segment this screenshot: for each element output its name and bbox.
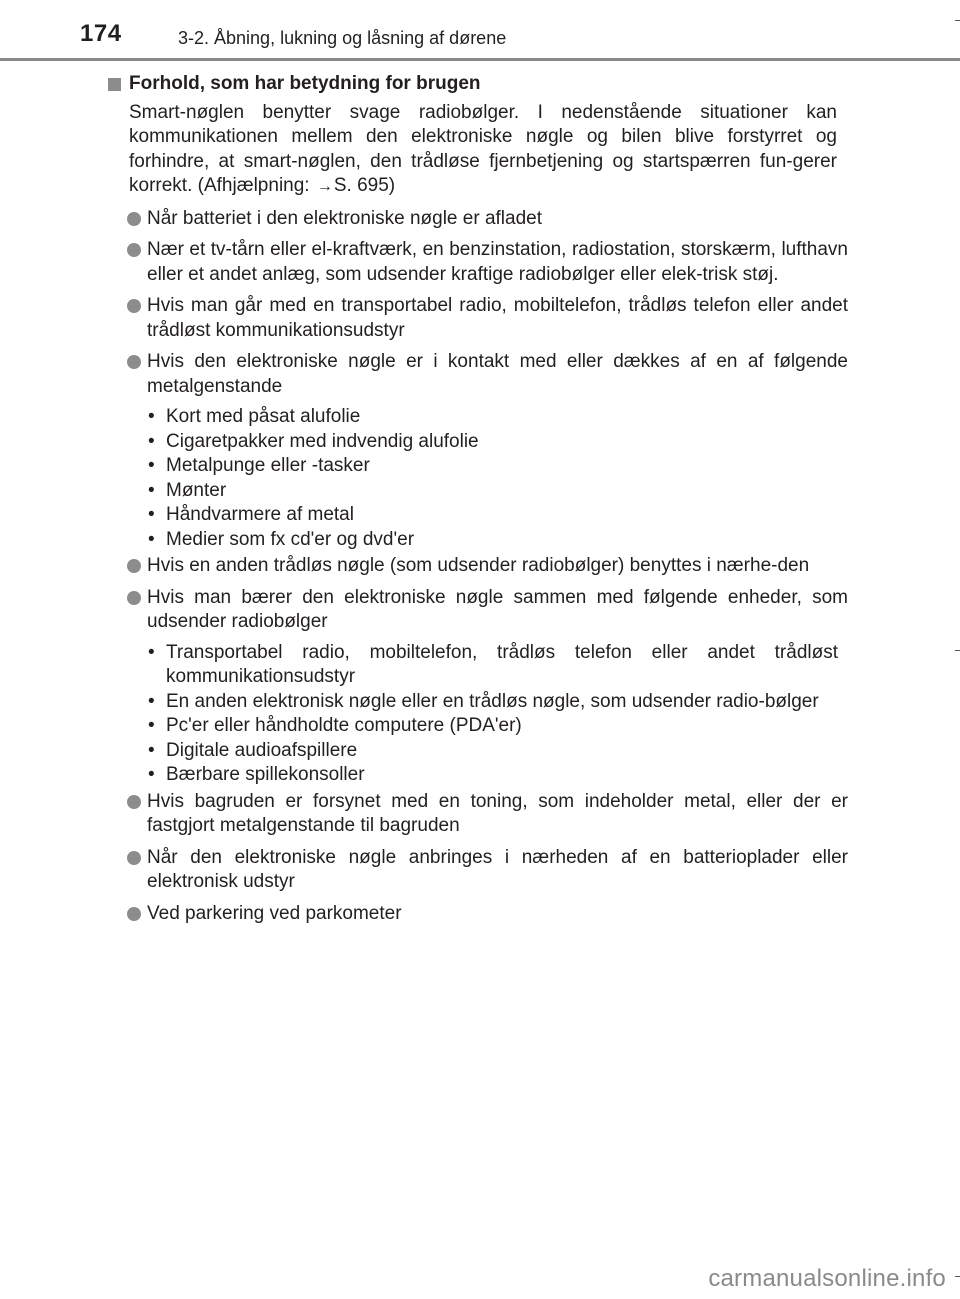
bullet-dot-icon bbox=[127, 851, 141, 865]
bullet-text: Nær et tv-tårn eller el-kraftværk, en benzinstation, radiostation, storskærm, lufthavn eller et andet anlæg, som udsender kraftige radiobølger eller elek-trisk støj. bbox=[147, 239, 848, 285]
sub-list-item bbox=[108, 690, 838, 715]
watermark-text: carmanualsonline.info bbox=[708, 1265, 946, 1292]
bullet-dot-icon bbox=[127, 212, 141, 226]
small-bullet-icon: • bbox=[148, 764, 155, 785]
sub-list-item bbox=[108, 739, 838, 764]
bullet-item bbox=[108, 902, 848, 927]
small-bullet-icon: • bbox=[148, 504, 155, 525]
sub-item-text: En anden elektronisk nøgle eller en trådløs nøgle, som udsender radio-bølger bbox=[166, 690, 819, 712]
bullet-text: Ved parkering ved parkometer bbox=[147, 902, 402, 924]
square-icon bbox=[108, 78, 121, 91]
bullet-item bbox=[108, 294, 848, 343]
header-rule bbox=[0, 58, 960, 61]
small-bullet-icon: • bbox=[148, 641, 155, 663]
intro-paragraph bbox=[129, 101, 837, 200]
bullet-dot-icon bbox=[127, 591, 141, 605]
sub-list-item bbox=[108, 763, 838, 788]
bullet-dot-icon bbox=[127, 907, 141, 921]
bullet-item bbox=[108, 238, 848, 287]
small-bullet-icon: • bbox=[148, 406, 155, 427]
metal-objects-list bbox=[108, 405, 848, 552]
sub-item-text: Mønter bbox=[166, 479, 227, 501]
sub-item-text: Cigaretpakker med indvendig alufolie bbox=[166, 430, 479, 452]
sub-list-item bbox=[108, 479, 838, 504]
bullet-text: Hvis man bærer den elektroniske nøgle sammen med følgende enheder, som udsender radiobølger bbox=[147, 586, 848, 632]
small-bullet-icon: • bbox=[148, 739, 155, 761]
sub-item-text: Bærbare spillekonsoller bbox=[166, 764, 365, 785]
bullet-dot-icon bbox=[127, 299, 141, 313]
bullet-dot-icon bbox=[127, 559, 141, 573]
section-heading bbox=[108, 72, 848, 97]
bullet-dot-icon bbox=[127, 355, 141, 369]
bullet-dot-icon bbox=[127, 795, 141, 809]
page-reference: S. 695) bbox=[333, 175, 396, 196]
sub-list-item bbox=[108, 430, 838, 455]
chapter-title: 3-2. Åbning, lukning og låsning af dørene bbox=[178, 28, 507, 48]
bullet-text: Hvis den elektroniske nøgle er i kontakt med eller dækkes af en af følgende metalgenstande bbox=[147, 351, 848, 397]
sub-item-text: Transportabel radio, mobiltelefon, trådløs telefon eller andet trådløst kommunikationsudstyr bbox=[166, 641, 838, 687]
small-bullet-icon: • bbox=[148, 690, 155, 712]
intro-text: Smart-nøglen benytter svage radiobølger. I nedenstående situationer kan kommunikationen mellem den elektroniske nøgle og bilen blive forstyrret og forhindre, at smart-nøglen, den trådløse fjernbetjening og startspærren fun-gerer korrekt. (Afhjælpning: bbox=[129, 101, 837, 196]
radio-devices-list bbox=[108, 641, 848, 788]
bullet-item bbox=[108, 846, 848, 895]
sub-item-text: Metalpunge eller -tasker bbox=[166, 455, 370, 476]
sub-item-text: Håndvarmere af metal bbox=[166, 504, 354, 525]
page-content bbox=[108, 72, 848, 926]
sub-list-item bbox=[108, 528, 838, 553]
bullet-item bbox=[108, 790, 848, 839]
small-bullet-icon: • bbox=[148, 715, 155, 736]
small-bullet-icon: • bbox=[148, 479, 155, 501]
bullet-item bbox=[108, 554, 848, 579]
bullet-item bbox=[108, 586, 848, 635]
small-bullet-icon: • bbox=[148, 455, 155, 476]
bullet-dot-icon bbox=[127, 243, 141, 257]
bullet-text: Når batteriet i den elektroniske nøgle er afladet bbox=[147, 207, 542, 229]
bullet-item bbox=[108, 207, 848, 232]
sub-list-item bbox=[108, 454, 838, 479]
small-bullet-icon: • bbox=[148, 430, 155, 452]
small-bullet-icon: • bbox=[148, 528, 155, 550]
bullet-text: Når den elektroniske nøgle anbringes i nærheden af en batterioplader eller elektronisk udstyr bbox=[147, 846, 848, 892]
crop-mark-middle bbox=[955, 650, 960, 651]
sub-item-text: Kort med påsat alufolie bbox=[166, 406, 361, 427]
arrow-right-icon: → bbox=[316, 178, 333, 195]
sub-list-item bbox=[108, 714, 838, 739]
sub-item-text: Digitale audioafspillere bbox=[166, 739, 358, 761]
sub-list-item bbox=[108, 641, 838, 690]
sub-list-item bbox=[108, 405, 838, 430]
sub-item-text: Medier som fx cd'er og dvd'er bbox=[166, 528, 415, 550]
sub-item-text: Pc'er eller håndholdte computere (PDA'er) bbox=[166, 715, 522, 736]
page-number: 174 bbox=[80, 20, 122, 47]
bullet-text: Hvis en anden trådløs nøgle (som udsender radiobølger) benyttes i nærhe-den bbox=[147, 555, 810, 576]
crop-mark-top bbox=[955, 20, 960, 21]
bullet-text: Hvis bagruden er forsynet med en toning, som indeholder metal, eller der er fastgjort metalgenstande til bagruden bbox=[147, 790, 848, 836]
crop-mark-bottom bbox=[955, 1276, 960, 1277]
sub-list-item bbox=[108, 503, 838, 528]
section-heading-text: Forhold, som har betydning for brugen bbox=[129, 73, 481, 94]
bullet-item bbox=[108, 350, 848, 399]
bullet-text: Hvis man går med en transportabel radio, mobiltelefon, trådløs telefon eller andet trådløst kommunikationsudstyr bbox=[147, 295, 848, 341]
page-header bbox=[0, 0, 960, 62]
